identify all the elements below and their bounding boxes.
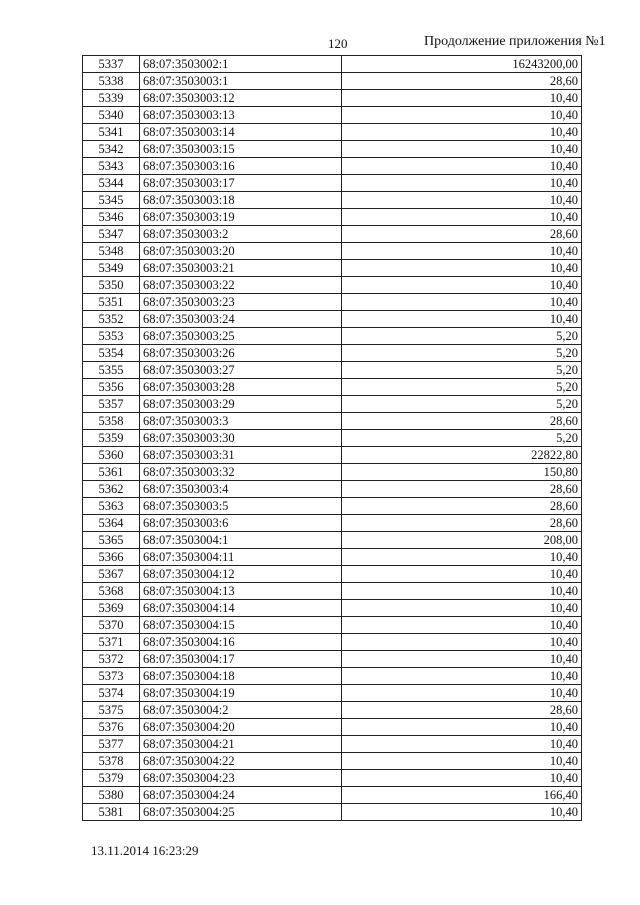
row-number-cell: 5371 [83,634,140,651]
row-number-cell: 5379 [83,770,140,787]
table-row [83,719,582,736]
value-cell: 10,40 [342,260,582,277]
value-cell: 10,40 [342,141,582,158]
cadastral-number-cell: 68:07:3503003:28 [140,379,342,396]
row-number-cell: 5353 [83,328,140,345]
value-cell: 10,40 [342,736,582,753]
cadastral-number-cell: 68:07:3503004:13 [140,583,342,600]
cadastral-number-cell: 68:07:3503004:20 [140,719,342,736]
cadastral-number-cell: 68:07:3503003:3 [140,413,342,430]
cadastral-number-cell: 68:07:3503003:29 [140,396,342,413]
table-row [83,413,582,430]
value-cell: 28,60 [342,73,582,90]
row-number-cell: 5346 [83,209,140,226]
value-cell: 10,40 [342,634,582,651]
table-row [83,651,582,668]
row-number-cell: 5377 [83,736,140,753]
row-number-cell: 5355 [83,362,140,379]
row-number-cell: 5358 [83,413,140,430]
table-row [83,566,582,583]
table-row [83,345,582,362]
row-number-cell: 5376 [83,719,140,736]
table-row [83,328,582,345]
cadastral-number-cell: 68:07:3503003:25 [140,328,342,345]
cadastral-number-cell: 68:07:3503003:1 [140,73,342,90]
value-cell: 10,40 [342,685,582,702]
row-number-cell: 5351 [83,294,140,311]
row-number-cell: 5360 [83,447,140,464]
cadastral-number-cell: 68:07:3503003:22 [140,277,342,294]
table-row [83,617,582,634]
value-cell: 10,40 [342,600,582,617]
value-cell: 10,40 [342,90,582,107]
cadastral-number-cell: 68:07:3503004:21 [140,736,342,753]
row-number-cell: 5339 [83,90,140,107]
cadastral-number-cell: 68:07:3503004:23 [140,770,342,787]
row-number-cell: 5347 [83,226,140,243]
cadastral-number-cell: 68:07:3503003:12 [140,90,342,107]
row-number-cell: 5380 [83,787,140,804]
cadastral-number-cell: 68:07:3503003:31 [140,447,342,464]
row-number-cell: 5369 [83,600,140,617]
cadastral-number-cell: 68:07:3503003:26 [140,345,342,362]
print-timestamp: 13.11.2014 16:23:29 [91,843,199,858]
table-body [83,56,582,821]
value-cell: 10,40 [342,651,582,668]
row-number-cell: 5350 [83,277,140,294]
table-row [83,668,582,685]
table-row [83,141,582,158]
value-cell: 5,20 [342,362,582,379]
value-cell: 208,00 [342,532,582,549]
row-number-cell: 5342 [83,141,140,158]
value-cell: 5,20 [342,379,582,396]
cadastral-number-cell: 68:07:3503003:19 [140,209,342,226]
row-number-cell: 5362 [83,481,140,498]
row-number-cell: 5356 [83,379,140,396]
value-cell: 10,40 [342,719,582,736]
value-cell: 5,20 [342,345,582,362]
cadastral-number-cell: 68:07:3503004:17 [140,651,342,668]
cadastral-number-cell: 68:07:3503004:15 [140,617,342,634]
cadastral-number-cell: 68:07:3503004:1 [140,532,342,549]
value-cell: 10,40 [342,107,582,124]
cadastral-number-cell: 68:07:3503003:32 [140,464,342,481]
row-number-cell: 5361 [83,464,140,481]
row-number-cell: 5374 [83,685,140,702]
table-row [83,464,582,481]
cadastral-number-cell: 68:07:3503003:2 [140,226,342,243]
cadastral-number-cell: 68:07:3503003:18 [140,192,342,209]
row-number-cell: 5372 [83,651,140,668]
table-row [83,787,582,804]
table-row [83,192,582,209]
table-row [83,600,582,617]
table-row [83,158,582,175]
cadastral-number-cell: 68:07:3503003:6 [140,515,342,532]
table-row [83,277,582,294]
table-row [83,73,582,90]
row-number-cell: 5367 [83,566,140,583]
cadastral-number-cell: 68:07:3503004:19 [140,685,342,702]
table-row [83,379,582,396]
row-number-cell: 5359 [83,430,140,447]
row-number-cell: 5365 [83,532,140,549]
table-row [83,430,582,447]
table-row [83,702,582,719]
row-number-cell: 5366 [83,549,140,566]
cadastral-number-cell: 68:07:3503003:16 [140,158,342,175]
table-row [83,243,582,260]
value-cell: 5,20 [342,396,582,413]
row-number-cell: 5363 [83,498,140,515]
value-cell: 28,60 [342,498,582,515]
value-cell: 10,40 [342,294,582,311]
table-row [83,294,582,311]
cadastral-number-cell: 68:07:3503003:23 [140,294,342,311]
value-cell: 10,40 [342,192,582,209]
table-row [83,804,582,821]
value-cell: 10,40 [342,124,582,141]
row-number-cell: 5373 [83,668,140,685]
value-cell: 28,60 [342,413,582,430]
cadastral-number-cell: 68:07:3503004:18 [140,668,342,685]
row-number-cell: 5364 [83,515,140,532]
table-row [83,770,582,787]
row-number-cell: 5338 [83,73,140,90]
table-row [83,209,582,226]
table-row [83,634,582,651]
value-cell: 10,40 [342,243,582,260]
value-cell: 10,40 [342,175,582,192]
value-cell: 10,40 [342,668,582,685]
cadastral-number-cell: 68:07:3503004:22 [140,753,342,770]
row-number-cell: 5343 [83,158,140,175]
continuation-title: Продолжение приложения №1 [424,34,606,49]
table-row [83,447,582,464]
table-row [83,583,582,600]
table-row [83,498,582,515]
cadastral-number-cell: 68:07:3503003:30 [140,430,342,447]
table-row [83,124,582,141]
table-row [83,311,582,328]
cadastral-number-cell: 68:07:3503004:12 [140,566,342,583]
value-cell: 28,60 [342,702,582,719]
row-number-cell: 5337 [83,56,140,73]
value-cell: 10,40 [342,753,582,770]
row-number-cell: 5370 [83,617,140,634]
value-cell: 10,40 [342,804,582,821]
table-row [83,481,582,498]
value-cell: 10,40 [342,770,582,787]
value-cell: 10,40 [342,617,582,634]
row-number-cell: 5348 [83,243,140,260]
page-number: 120 [328,36,348,51]
row-number-cell: 5344 [83,175,140,192]
value-cell: 10,40 [342,549,582,566]
value-cell: 10,40 [342,311,582,328]
table-row [83,685,582,702]
row-number-cell: 5340 [83,107,140,124]
cadastral-number-cell: 68:07:3503003:24 [140,311,342,328]
row-number-cell: 5354 [83,345,140,362]
cadastral-value-table [82,55,582,821]
value-cell: 28,60 [342,481,582,498]
cadastral-number-cell: 68:07:3503002:1 [140,56,342,73]
cadastral-number-cell: 68:07:3503003:17 [140,175,342,192]
row-number-cell: 5341 [83,124,140,141]
table-row [83,362,582,379]
cadastral-number-cell: 68:07:3503003:14 [140,124,342,141]
value-cell: 16243200,00 [342,56,582,73]
table-row [83,56,582,73]
row-number-cell: 5357 [83,396,140,413]
cadastral-number-cell: 68:07:3503003:21 [140,260,342,277]
table-row [83,736,582,753]
cadastral-number-cell: 68:07:3503003:27 [140,362,342,379]
row-number-cell: 5345 [83,192,140,209]
table-row [83,260,582,277]
table-row [83,515,582,532]
cadastral-number-cell: 68:07:3503003:13 [140,107,342,124]
row-number-cell: 5381 [83,804,140,821]
table-row [83,753,582,770]
cadastral-number-cell: 68:07:3503004:24 [140,787,342,804]
value-cell: 10,40 [342,158,582,175]
table-row [83,90,582,107]
cadastral-number-cell: 68:07:3503003:4 [140,481,342,498]
table-row [83,226,582,243]
cadastral-number-cell: 68:07:3503004:11 [140,549,342,566]
value-cell: 10,40 [342,277,582,294]
row-number-cell: 5378 [83,753,140,770]
table-row [83,107,582,124]
table-row [83,532,582,549]
table-row [83,396,582,413]
cadastral-number-cell: 68:07:3503004:25 [140,804,342,821]
value-cell: 10,40 [342,583,582,600]
value-cell: 28,60 [342,515,582,532]
row-number-cell: 5368 [83,583,140,600]
row-number-cell: 5375 [83,702,140,719]
cadastral-number-cell: 68:07:3503004:14 [140,600,342,617]
row-number-cell: 5352 [83,311,140,328]
cadastral-number-cell: 68:07:3503004:16 [140,634,342,651]
cadastral-number-cell: 68:07:3503003:15 [140,141,342,158]
table-row [83,549,582,566]
row-number-cell: 5349 [83,260,140,277]
cadastral-number-cell: 68:07:3503004:2 [140,702,342,719]
value-cell: 166,40 [342,787,582,804]
value-cell: 22822,80 [342,447,582,464]
value-cell: 10,40 [342,566,582,583]
cadastral-number-cell: 68:07:3503003:5 [140,498,342,515]
cadastral-number-cell: 68:07:3503003:20 [140,243,342,260]
value-cell: 5,20 [342,328,582,345]
value-cell: 5,20 [342,430,582,447]
value-cell: 150,80 [342,464,582,481]
value-cell: 10,40 [342,209,582,226]
value-cell: 28,60 [342,226,582,243]
table-row [83,175,582,192]
